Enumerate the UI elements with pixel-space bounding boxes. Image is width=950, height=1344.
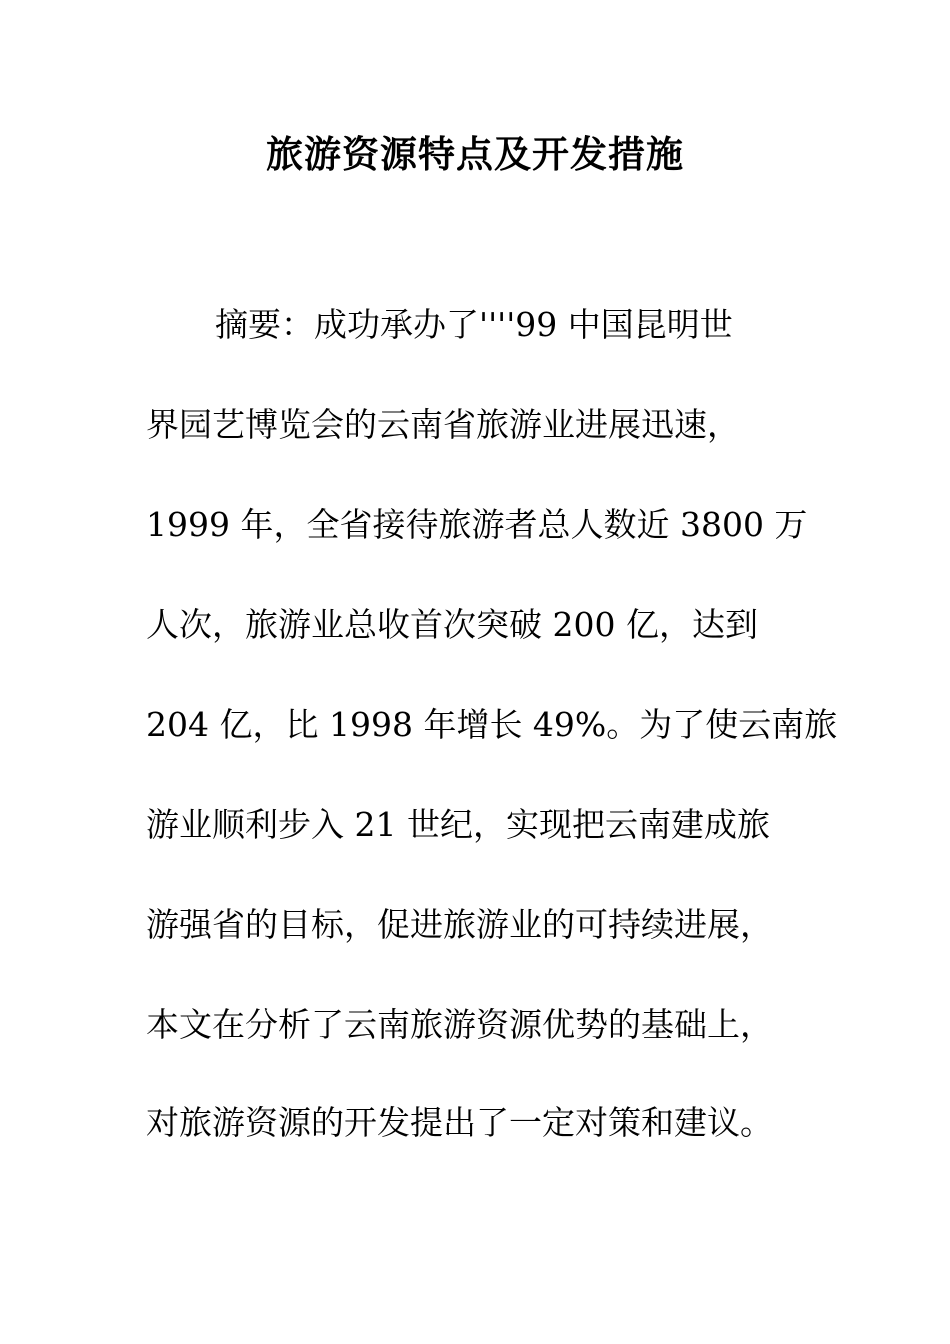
abstract-line-8: 本文在分析了云南旅游资源优势的基础上， <box>146 1005 773 1044</box>
document-title: 旅游资源特点及开发措施 <box>266 132 684 176</box>
abstract-line-5: 204 亿，比 1998 年增长 49%。为了使云南旅 <box>146 705 838 744</box>
abstract-line-3: 1999 年，全省接待旅游者总人数近 3800 万 <box>146 505 808 544</box>
abstract-line-2: 界园艺博览会的云南省旅游业进展迅速， <box>146 405 740 444</box>
abstract-line-6: 游业顺利步入 21 世纪，实现把云南建成旅 <box>146 805 770 844</box>
abstract-line-9: 对旅游资源的开发提出了一定对策和建议。 <box>146 1103 773 1142</box>
abstract-line-1: 摘要：成功承办了''''99 中国昆明世 <box>215 305 733 344</box>
abstract-line-4: 人次，旅游业总收首次突破 200 亿，达到 <box>146 605 758 644</box>
abstract-line-7: 游强省的目标，促进旅游业的可持续进展， <box>146 905 773 944</box>
